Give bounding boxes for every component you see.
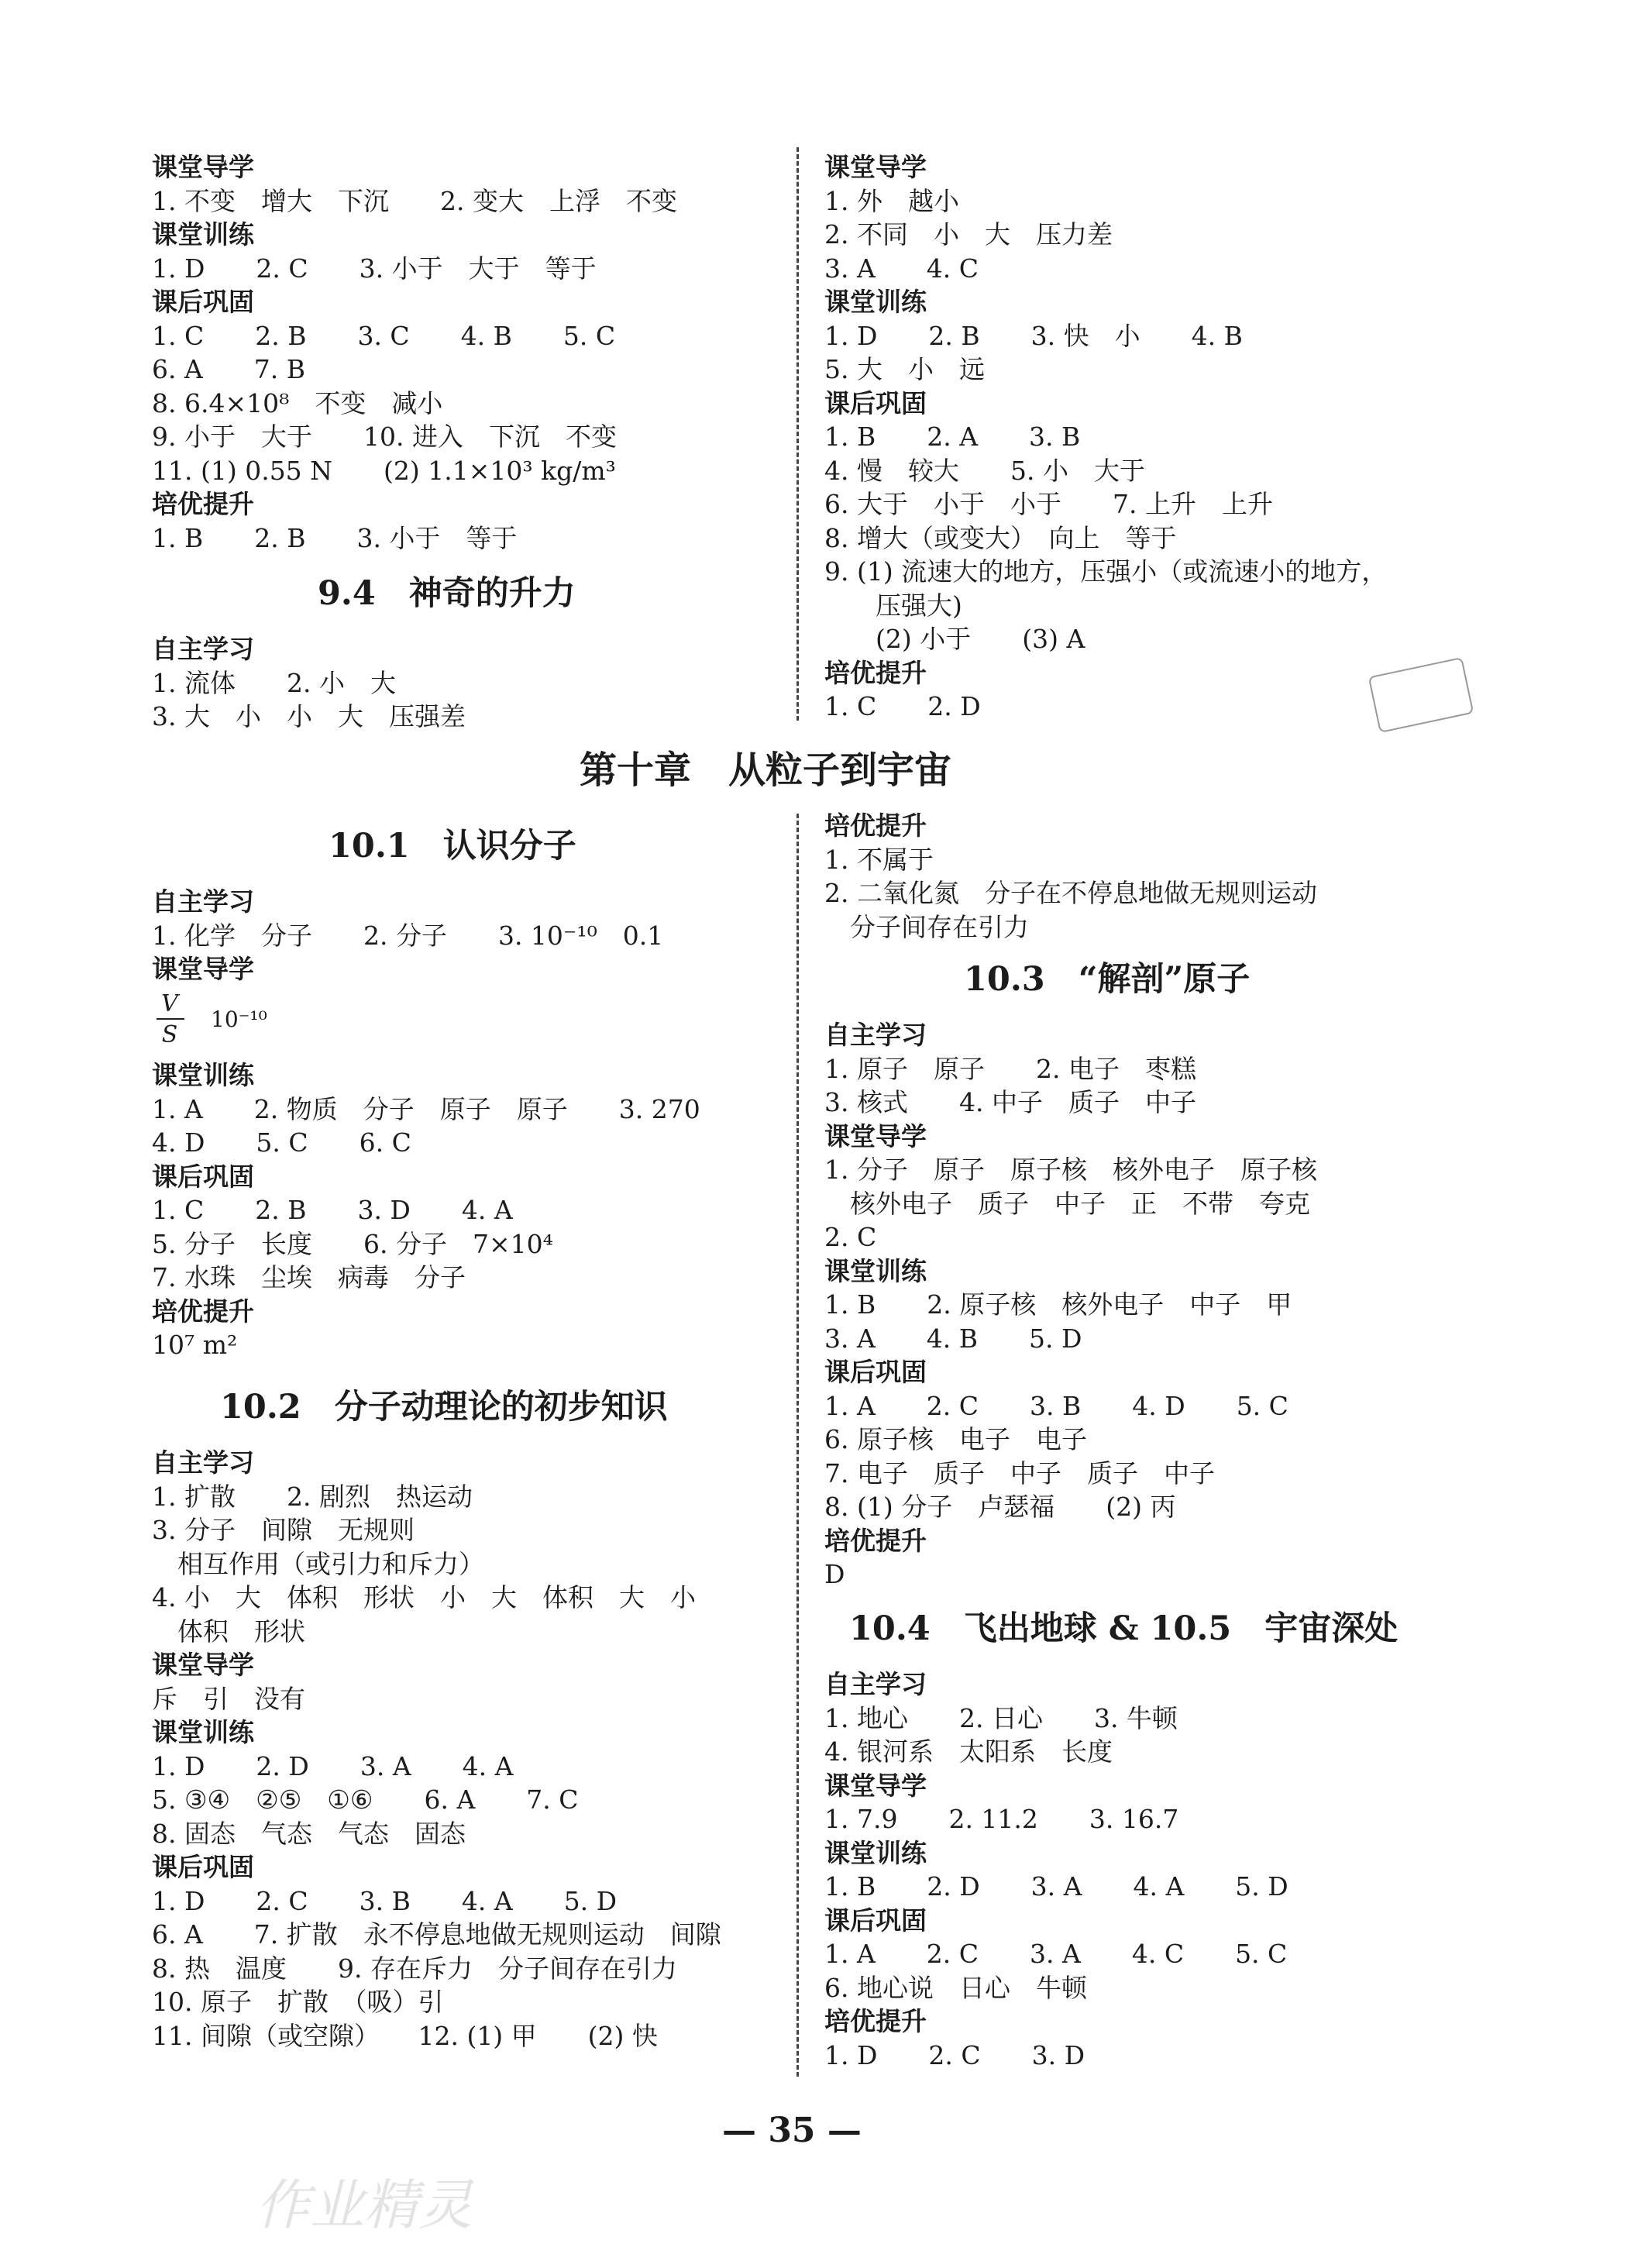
section-title-10-2: 10.2 分子动理论的初步知识 <box>220 1388 668 1427</box>
section-heading: 课堂训练 <box>152 1717 254 1747</box>
answer-line: 1. 原子 原子 2. 电子 枣糕 <box>824 1053 1196 1084</box>
section-heading: 课堂导学 <box>824 1770 927 1801</box>
answer-line: 3. A 4. B 5. D <box>824 1323 1082 1354</box>
answer-line: 1. D 2. C 3. B 4. A 5. D <box>152 1885 618 1916</box>
answer-line: 1. C 2. D <box>824 691 981 721</box>
answer-line: 1. 扩散 2. 剧烈 热运动 <box>152 1481 473 1512</box>
section-heading: 课后巩固 <box>152 1852 254 1882</box>
answer-line: 1. 不属于 <box>824 844 934 875</box>
column-divider-bottom <box>796 814 799 2077</box>
fraction-numerator: V <box>161 990 178 1017</box>
answer-line: 9. (1) 流速大的地方，压强小（或流速小的地方， <box>824 556 1388 587</box>
answer-line: 4. 银河系 太阳系 长度 <box>824 1736 1113 1767</box>
answer-line: 6. 原子核 电子 电子 <box>824 1424 1087 1454</box>
section-heading: 培优提升 <box>152 1296 254 1327</box>
section-heading: 培优提升 <box>824 810 927 841</box>
answer-line: 8. 6.4×10⁸ 不变 减小 <box>152 387 443 418</box>
answer-line: 6. 大于 小于 小于 7. 上升 上升 <box>824 489 1273 519</box>
answer-line: 4. 慢 较大 5. 小 大于 <box>824 455 1145 486</box>
answer-line: 1. A 2. C 3. A 4. C 5. C <box>824 1939 1288 1969</box>
chapter-title: 第十章 从粒子到宇宙 <box>580 749 952 792</box>
answer-line: 3. 核式 4. 中子 质子 中子 <box>824 1087 1196 1117</box>
answer-line: 10. 原子 扩散 （吸）引 <box>152 1987 444 2017</box>
answer-line: 11. 间隙（或空隙） 12. (1) 甲 (2) 快 <box>152 2020 658 2051</box>
answer-line: 1. B 2. 原子核 核外电子 中子 甲 <box>824 1289 1292 1320</box>
answer-line: 8. (1) 分子 卢瑟福 (2) 丙 <box>824 1492 1176 1522</box>
column-divider-top <box>796 147 799 721</box>
answer-line: D <box>824 1559 845 1589</box>
answer-line: 1. C 2. B 3. D 4. A <box>152 1195 513 1225</box>
section-heading: 培优提升 <box>152 489 254 519</box>
answer-line: 核外电子 质子 中子 正 不带 夸克 <box>824 1188 1310 1219</box>
section-heading: 课堂训练 <box>152 219 254 250</box>
section-heading: 课堂导学 <box>152 1650 254 1680</box>
answer-line: 2. C <box>824 1222 877 1252</box>
fraction-bar <box>157 1018 184 1020</box>
answer-line: 1. A 2. 物质 分子 原子 原子 3. 270 <box>152 1093 700 1124</box>
answer-line: 分子间存在引力 <box>824 911 1029 942</box>
section-heading: 培优提升 <box>824 657 927 688</box>
answer-line: 3. A 4. C <box>824 253 979 284</box>
section-heading: 自主学习 <box>824 1669 927 1699</box>
section-heading: 自主学习 <box>824 1020 927 1050</box>
section-heading: 培优提升 <box>824 2006 927 2036</box>
section-title-10-4: 10.4 飞出地球 & 10.5 宇宙深处 <box>849 1609 1399 1648</box>
answer-line: 3. 大 小 小 大 压强差 <box>152 701 466 731</box>
answer-line: 8. 热 温度 9. 存在斥力 分子间存在引力 <box>152 1953 677 1984</box>
section-title-10-1: 10.1 认识分子 <box>329 827 576 866</box>
answer-line: 1. D 2. C 3. 小于 大于 等于 <box>152 253 597 284</box>
answer-line: 4. 小 大 体积 形状 小 大 体积 大 小 <box>152 1582 696 1612</box>
answer-line: 1. B 2. A 3. B <box>824 422 1081 452</box>
section-heading: 自主学习 <box>152 1447 254 1478</box>
section-heading: 课堂导学 <box>824 1120 927 1151</box>
watermark: 作业精灵 <box>256 2173 473 2237</box>
answer-line: 体积 形状 <box>152 1616 305 1647</box>
answer-line: 1. 化学 分子 2. 分子 3. 10⁻¹⁰ 0.1 <box>152 920 664 951</box>
answer-line: 1. D 2. C 3. D <box>824 2039 1085 2070</box>
answer-line: 4. D 5. C 6. C <box>152 1127 411 1158</box>
answer-line: 1. 7.9 2. 11.2 3. 16.7 <box>824 1804 1179 1834</box>
section-heading: 课后巩固 <box>152 287 254 317</box>
section-heading: 课后巩固 <box>152 1161 254 1192</box>
fraction-denominator: S <box>161 1021 178 1048</box>
section-heading: 课堂训练 <box>824 1837 927 1868</box>
answer-line: (2) 小于 (3) A <box>824 624 1085 654</box>
section-heading: 课堂导学 <box>152 152 254 182</box>
section-heading: 课后巩固 <box>824 1905 927 1936</box>
section-heading: 课后巩固 <box>824 387 927 418</box>
answer-line: 压强大) <box>824 590 962 621</box>
section-title-9-4: 9.4 神奇的升力 <box>318 574 576 613</box>
answer-line: 1. B 2. D 3. A 4. A 5. D <box>824 1871 1288 1901</box>
section-heading: 课后巩固 <box>824 1357 927 1387</box>
answer-line: 6. A 7. 扩散 永不停息地做无规则运动 间隙 <box>152 1919 721 1950</box>
answer-line: 斥 引 没有 <box>152 1683 305 1714</box>
answer-line: 5. 分子 长度 6. 分子 7×10⁴ <box>152 1228 553 1259</box>
answer-line: 8. 增大（或变大） 向上 等于 <box>824 522 1177 553</box>
answer-line: 1. 地心 2. 日心 3. 牛顿 <box>824 1702 1178 1733</box>
section-heading: 自主学习 <box>152 634 254 664</box>
answer-line: 5. 大 小 远 <box>824 354 985 384</box>
answer-line: 1. 外 越小 <box>824 185 959 216</box>
answer-line: 8. 固态 气态 气态 固态 <box>152 1818 466 1849</box>
stamp-graphic <box>1368 657 1474 733</box>
section-heading: 培优提升 <box>824 1525 927 1556</box>
section-heading: 自主学习 <box>152 886 254 917</box>
fraction-value: 10⁻¹⁰ <box>211 1007 267 1032</box>
answer-line: 2. 二氧化氮 分子在不停息地做无规则运动 <box>824 878 1317 908</box>
answer-line: 6. 地心说 日心 牛顿 <box>824 1972 1087 2003</box>
answer-line: 1. 不变 增大 下沉 2. 变大 上浮 不变 <box>152 185 677 216</box>
answer-line: 10⁷ m² <box>152 1330 238 1360</box>
section-heading: 课堂训练 <box>152 1060 254 1090</box>
answer-line: 1. A 2. C 3. B 4. D 5. C <box>824 1390 1288 1421</box>
answer-line: 1. 流体 2. 小 大 <box>152 667 396 698</box>
answer-line: 9. 小于 大于 10. 进入 下沉 不变 <box>152 422 617 452</box>
page-number: — 35 — <box>722 2111 862 2150</box>
answer-line: 7. 电子 质子 中子 质子 中子 <box>824 1458 1215 1488</box>
section-heading: 课堂导学 <box>152 954 254 984</box>
answer-line: 11. (1) 0.55 N (2) 1.1×10³ kg/m³ <box>152 455 616 486</box>
section-heading: 课堂训练 <box>824 1255 927 1286</box>
section-title-10-3: 10.3 “解剖”原子 <box>964 960 1251 999</box>
section-heading: 课堂训练 <box>824 287 927 317</box>
answer-line: 1. D 2. B 3. 快 小 4. B <box>824 320 1243 351</box>
answer-line: 7. 水珠 尘埃 病毒 分子 <box>152 1262 466 1292</box>
answer-line: 1. C 2. B 3. C 4. B 5. C <box>152 320 616 351</box>
answer-line: 相互作用（或引力和斥力） <box>152 1548 484 1579</box>
section-heading: 课堂导学 <box>824 152 927 182</box>
answer-line: 3. 分子 间隙 无规则 <box>152 1515 415 1545</box>
answer-line: 1. D 2. D 3. A 4. A <box>152 1750 514 1781</box>
answer-line: 5. ③④ ②⑤ ①⑥ 6. A 7. C <box>152 1784 579 1815</box>
answer-line: 2. 不同 小 大 压力差 <box>824 219 1113 250</box>
answer-line: 1. 分子 原子 原子核 核外电子 原子核 <box>824 1155 1317 1185</box>
answer-line: 6. A 7. B <box>152 354 306 384</box>
answer-line: 1. B 2. B 3. 小于 等于 <box>152 522 518 553</box>
